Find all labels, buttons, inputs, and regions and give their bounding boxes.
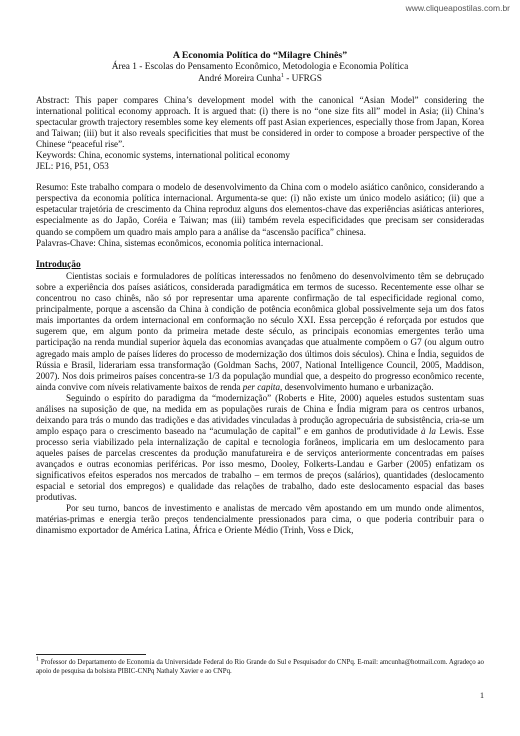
intro-p1-emphasis: per capita <box>242 381 281 392</box>
intro-p2-text: Seguindo o espírito do paradigma da “modernização” (Roberts e Hite, 2000) aqueles estudos sustentam suas análises na suposição de que, na medida em as populações rurais de China e Índia migram para os centros urbanos, deixando para trás o mundo das tradições e das atividades vinculadas à produção agropecuária de subsistência, cria-se um amplo espaço para o crescimento baseado na “acumulação de capital” e em ganhos de produtividade <box>36 392 484 436</box>
paper-page <box>36 50 484 536</box>
page-number: 1 <box>480 691 484 700</box>
footnote-divider <box>36 654 146 655</box>
resumo-text: Resumo: Este trabalho compara o modelo de desenvolvimento da China com o modelo asiático canônico, considerando a perspectiva da economia política internacional. Argumenta-se que: (i) não existe um único modelo asiático; (ii) que a espetacular trajetória de crescimento da China reproduz alguns dos elementos-chave das experiências asiáticas anteriores, especialmente as do Japão, Coréia e Taiwan; mas (iii) também revela especificidades que precisam ser consideradas quando se compõem um quadro mais amplo para a análise da “ascensão pacífica” chinesa. <box>36 182 484 237</box>
section-heading-introducao: Introdução <box>36 259 81 270</box>
intro-paragraph-3: Por seu turno, bancos de investimento e analistas de mercado vêm apostando em um mundo onde alimentos, matérias-primas e energia terão preços tendencialmente pressionados para cima, o que poderia contribuir para o dinamismo exportador de América Latina, África e Oriente Médio (Trinh, Voss e Dick, <box>36 503 484 536</box>
intro-p1-text-end: , desenvolvimento humano e urbanização. <box>280 381 434 392</box>
footnote-text: Professor do Departamento de Economia da Universidade Federal do Rio Grande do Sul e Pesquisador do CNPq. E-mail: amcunha@hotmail.com. Agradeço ao apoio de pesquisa da bolsista PIBIC-CNPq Nathaly Xavier e ao CNPq. <box>36 659 484 675</box>
author-affiliation: - UFRGS <box>283 73 322 84</box>
paper-area: Área 1 - Escolas do Pensamento Econômico, Metodologia e Economia Política <box>111 62 409 72</box>
intro-paragraph-1 <box>36 271 484 393</box>
footnote <box>36 658 484 676</box>
footnote-ref[interactable]: 1 <box>280 72 284 79</box>
intro-p2-emphasis: à la <box>421 425 436 436</box>
abstract-jel: JEL: P16, P51, O53 <box>36 161 109 172</box>
intro-p1-text: Cientistas sociais e formuladores de políticas interessados no fenômeno do desenvolvimento têm se debruçado sobre a experiência dos países asiáticos, considerada paradigmática em termos de sucesso. Recentemente esse olhar se concentrou no caso chinês, não só por representar uma aparente confirmação de tal especificidade regional como, principalmente, porque a ascensão da China à condição de potência econômica global possivelmente seja um dos fatos mais importantes da ordem internacional em conformação no século XXI. Essa percepção é reforçada por estudos que sugerem que, em algum ponto da primeira metade deste século, as principais economias emergentes terão uma participação na renda mundial superior àquela das economias avançadas que atualmente compõem o G7 (ou algum outro agregado mais amplo de países líderes do processo de modernização dos últimos dois séculos). China e Índia, seguidos de Rússia e Brasil, liderariam essa transformação (Goldman Sachs, 2007, National Intelligence Council, 2005, Maddison, 2007). Nos dois primeiros países concentra-se 1/3 da população mundial que, a despeito do progresso econômico recente, ainda convive com níveis relativamente baixos de renda <box>36 271 484 392</box>
resumo-section <box>36 182 484 248</box>
intro-paragraph-2 <box>36 393 484 503</box>
paper-author <box>36 74 484 86</box>
abstract-keywords: Keywords: China, economic systems, international political economy <box>36 150 290 161</box>
site-watermark: www.cliqueapostilas.com.br <box>405 3 510 13</box>
paper-title: A Economia Política do “Milagre Chinês” <box>172 50 348 61</box>
author-name: André Moreira Cunha <box>198 73 281 84</box>
resumo-keywords: Palavras-Chave: China, sistemas econômicos, economia política internacional. <box>36 237 324 248</box>
abstract-section <box>36 95 484 172</box>
footnote-mark: 1 <box>36 656 39 663</box>
abstract-text: Abstract: This paper compares China’s development model with the canonical “Asian Model” considering the international political economy approach. It is argued that: (i) there is no “one size fits all” model in Asia; (ii) China’s spectacular growth trajectory resembles some key elements off past Asian experiences, especially those from Japan, Korea and Taiwan; (iii) but it also reveals specificities that must be considered in order to compose a broader perspective of the Chinese “peaceful rise”. <box>36 95 484 150</box>
intro-p2-text-end: Lewis. Esse processo seria viabilizado pela internalização de capital e tecnologia forâneos, implicaria em um deslocamento para aqueles países de parcelas crescentes da produção manufatureira e de serviços anteriormente concentradas em países avançados e outras economias periféricas. Por isso mesmo, Dooley, Folkerts-Landau e Garber (2005) enfatizam os significativos efeitos esperados nos mercados de trabalho – em termos de preços (salários), quantidades (deslocamento espacial e setorial dos empregos) e qualidade das relações de trabalho, dado este deslocamento espacial das bases produtivas. <box>36 425 484 503</box>
